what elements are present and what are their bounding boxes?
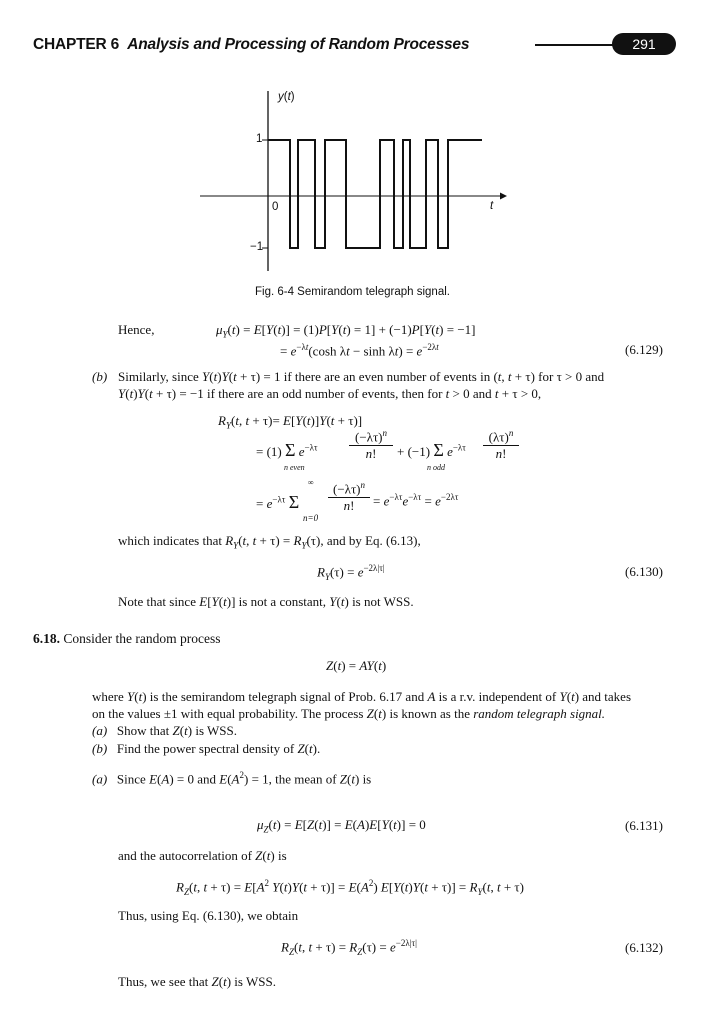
ry-line3: = $e^{-\lambda\tau}$ Σ [256, 492, 300, 512]
ry-sum-even: n even [284, 463, 305, 472]
rz-line: $R_Z(t$, $t + \tau) = E[A^2$ $Y(t)Y(t + \tau)] = E(A^2) E[Y(t)Y(t + \tau)] = R_Y(t$, t + τ) [176, 878, 524, 897]
ry-frac2: $(\lambda\tau)^n$ n! [483, 428, 519, 462]
chapter-header [33, 36, 469, 54]
tick-label-1: 1 [256, 133, 263, 145]
autocorrelation-intro: and the autocorrelation of Z(t) is [118, 848, 287, 863]
eq-129-number: (6.129) [625, 342, 663, 357]
eq-129-line2: = $e^{-\lambda t}(\cosh$ $\lambda t - \sinh \lambda t) = e^{-2\lambda t}$ [280, 342, 439, 359]
ry-line2: = (1) Σ $e^{-\lambda\tau}$ [256, 440, 318, 460]
where-line1: where Y(t) is the semirandom telegraph signal of Prob. 6.17 and A is a r.v. independent of Y(t) and takes [92, 689, 631, 704]
ry-sum-lower: n=0 [303, 513, 319, 523]
figure-caption: Fig. 6-4 Semirandom telegraph signal. [255, 286, 450, 298]
ry-sum-upper: ∞ [308, 478, 314, 487]
z-definition: Z(t) = AY(t) [326, 658, 387, 673]
y-axis-label: y(t) [278, 91, 295, 103]
chapter-title: Analysis and Processing of Random Processes [127, 36, 470, 53]
eq-130-number: (6.130) [625, 564, 663, 579]
ry-frac3: $(-\lambda\tau)^n$ n! [328, 480, 370, 514]
tick-label-neg1: −1 [250, 241, 264, 253]
part-b-label: (b) [92, 369, 108, 384]
chapter-label: CHAPTER 6 [33, 36, 120, 53]
eq-131: $\mu_Z(t) = E[Z(t)] = E(A)E[Y(t)] = 0$ [257, 817, 426, 835]
ry-line1: $R_Y(t$, t + τ)= E[Y(t)]Y(t + τ)] [218, 413, 363, 431]
tick-label-0: 0 [272, 201, 279, 213]
ry-frac1: $(-\lambda\tau)^n$ n! [349, 428, 393, 462]
eq-132: $R_Z(t$, $t + \tau) = R_Z(\tau) = e^{-2\lambda|\tau|}$ [281, 938, 417, 957]
problem-intro: Consider the random process [63, 631, 221, 646]
page-number: 291 [632, 36, 656, 52]
page-number-badge [612, 33, 676, 55]
eq-132-number: (6.132) [625, 940, 663, 955]
solution-a: (a) Since E(A) = 0 and $E(A^2) = 1$, the mean of Z(t) is [92, 770, 372, 787]
indicates-line: which indicates that $R_Y(t$, $t + \tau) = R_Y(\tau)$, and by Eq. (6.13), [118, 533, 421, 551]
note-line: Note that since E[Y(t)] is not a constant, Y(t) is not WSS. [118, 594, 414, 609]
eq-129-line1: $\mu_Y(t) = E[Y(t)] = (1)P[Y(t) = 1] + (-1)P[Y(t) = -1]$ [216, 322, 476, 340]
problem-number: 6.18. [33, 631, 60, 646]
problem-6-18 [33, 631, 220, 647]
thus-using-line: Thus, using Eq. (6.130), we obtain [118, 908, 299, 923]
ry-line2-odd: + (−1) Σ $e^{-\lambda\tau}$ [397, 440, 466, 460]
where-line2: on the values ±1 with equal probability. The process Z(t) is known as the random telegraph signal. [92, 706, 606, 721]
ry-line3-result: = $e^{-\lambda\tau}e^{-\lambda\tau} = e^{-2\lambda\tau}$ [373, 492, 459, 509]
signal-waveform [268, 140, 482, 248]
eq-131-number: (6.131) [625, 818, 663, 833]
x-axis-label: t [490, 200, 494, 212]
x-axis-arrow [500, 193, 507, 200]
ry-sum-odd: n odd [427, 463, 445, 472]
question-a: (a) Show that Z(t) is WSS. [92, 723, 237, 738]
part-b-line1: Similarly, since Y(t)Y(t + τ) = 1 if there are an even number of events in (t, t + τ) for τ > 0 and [118, 369, 605, 384]
conclusion-line: Thus, we see that Z(t) is WSS. [118, 974, 276, 989]
question-b: (b) Find the power spectral density of Z(t). [92, 741, 321, 756]
eq-130: $R_Y(\tau) = e^{-2\lambda|\tau|}$ [317, 563, 385, 582]
hence-label: Hence, [118, 322, 155, 337]
part-b-line2: Y(t)Y(t + τ) = −1 if there are an odd number of events, then for t > 0 and t + τ > 0, [118, 386, 542, 401]
telegraph-signal-figure [200, 85, 520, 280]
